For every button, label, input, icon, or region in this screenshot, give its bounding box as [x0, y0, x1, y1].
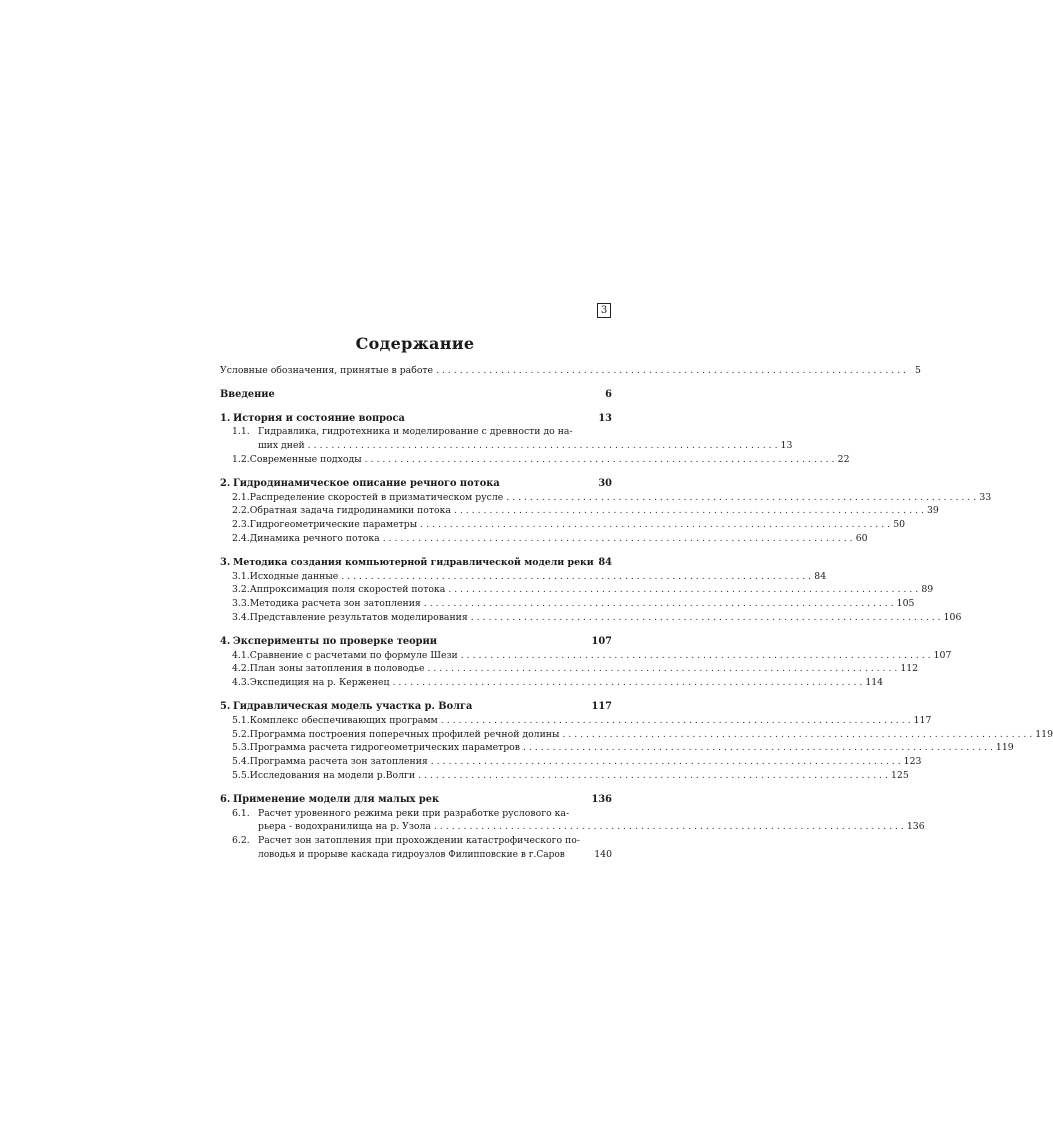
leader-dots: [365, 453, 835, 467]
leader-dots: [454, 504, 924, 518]
section-page: 89: [921, 584, 934, 596]
chapter-page: 117: [591, 700, 612, 712]
toc-entry-front[interactable]: [220, 364, 921, 378]
section-text-cont: ших дней: [258, 440, 305, 452]
section-page: 119: [1035, 728, 1053, 740]
section-number: 3.1.: [232, 570, 250, 582]
leader-dots: [431, 755, 901, 769]
section-text-cont: рьера - водохранилища на р. Узола: [258, 821, 431, 833]
leader-dots: [562, 728, 1032, 742]
section-page: 60: [855, 532, 868, 544]
toc-section-1-1[interactable]: [220, 425, 793, 453]
section-number: 6.2.: [232, 835, 250, 847]
section-text: Сравнение с расчетами по формуле Шези: [249, 649, 458, 661]
section-text-cont: ловодья и прорыве каскада гидроузлов Филипповские в г.Саров: [258, 849, 565, 860]
leader-dots: [441, 714, 911, 728]
section-page: 84: [814, 570, 827, 582]
section-text: Динамика речного потока: [249, 532, 380, 544]
section-number: 3.4.: [232, 611, 250, 623]
section-text: Гидрогеометрические параметры: [249, 519, 418, 531]
toc-chapter-2[interactable]: [220, 477, 612, 491]
section-page: 123: [903, 756, 922, 768]
chapter-number: 5.: [220, 700, 231, 712]
leader-dots: [461, 649, 931, 663]
chapter-number: 6.: [220, 793, 231, 805]
toc-entry-page: 6: [605, 388, 612, 400]
section-text: Обратная задача гидродинамики потока: [249, 505, 451, 517]
section-text: Исследования на модели р.Волги: [249, 769, 416, 781]
section-number: 5.5.: [232, 769, 250, 781]
section-text: Комплекс обеспечивающих программ: [249, 714, 438, 726]
section-page: 114: [865, 677, 884, 689]
section-number: 1.1.: [232, 426, 250, 438]
section-text: Методика расчета зон затопления: [249, 598, 421, 610]
section-number: 6.1.: [232, 807, 250, 819]
toc-section-4-3[interactable]: [220, 676, 884, 690]
chapter-page: 13: [598, 412, 612, 424]
section-number: 1.2.: [232, 453, 250, 465]
chapter-page: 107: [591, 635, 612, 647]
section-text: Программа расчета гидрогеометрических параметров: [249, 742, 521, 754]
section-text: Современные подходы: [249, 453, 362, 465]
section-page: 140: [594, 848, 612, 860]
section-number: 2.2.: [232, 505, 250, 517]
section-text: План зоны затопления в половодье: [249, 663, 425, 675]
section-page: 22: [837, 453, 850, 465]
section-text: Экспедиция на р. Керженец: [249, 677, 390, 689]
leader-dots: [427, 662, 897, 676]
section-number: 4.1.: [232, 649, 250, 661]
toc-title: Содержание: [355, 334, 475, 353]
leader-dots: [506, 491, 976, 505]
section-page: 117: [913, 714, 932, 726]
toc-section-5-1[interactable]: [220, 714, 932, 728]
section-number: 2.1.: [232, 491, 250, 503]
section-text: Исходные данные: [249, 570, 339, 582]
section-page: 106: [943, 611, 962, 623]
section-page: 105: [896, 598, 915, 610]
section-page: 33: [979, 491, 992, 503]
leader-dots: [434, 820, 904, 834]
toc-chapter-5[interactable]: [220, 700, 612, 714]
toc-section-3-1[interactable]: [220, 570, 827, 584]
section-text: Расчет уровенного режима реки при разработке руслового ка-: [258, 807, 570, 819]
chapter-title: Применение модели для малых рек: [233, 793, 440, 805]
leader-dots: [392, 676, 862, 690]
section-text: Расчет зон затопления при прохождении катастрофического по-: [258, 835, 580, 847]
toc-section-4-2[interactable]: [220, 662, 919, 676]
toc-chapter-6[interactable]: [220, 793, 612, 807]
toc-chapter-1[interactable]: [220, 412, 612, 426]
chapter-title: Гидравлическая модель участка р. Волга: [233, 700, 473, 712]
leader-dots: [383, 532, 853, 546]
chapter-number: 4.: [220, 635, 231, 647]
section-number: 4.2.: [232, 663, 250, 675]
section-number: 5.1.: [232, 714, 250, 726]
section-number: 2.3.: [232, 519, 250, 531]
toc-section-3-3[interactable]: [220, 597, 915, 611]
section-page: 136: [906, 821, 925, 833]
section-page: 112: [900, 663, 919, 675]
section-page: 13: [780, 440, 793, 452]
chapter-page: 84: [598, 556, 612, 568]
section-page: 39: [927, 505, 939, 517]
toc-entry-intro[interactable]: [220, 388, 612, 402]
section-page: 125: [891, 769, 909, 781]
toc-section-2-2[interactable]: [220, 504, 939, 518]
leader-dots: [448, 583, 918, 597]
section-number: 5.2.: [232, 728, 250, 740]
toc-section-5-3[interactable]: [220, 741, 1014, 755]
section-number: 5.4.: [232, 756, 250, 768]
section-number: 3.2.: [232, 584, 250, 596]
toc-section-3-4[interactable]: [220, 611, 962, 625]
toc-section-1-2[interactable]: [220, 453, 850, 467]
leader-dots: [424, 597, 894, 611]
chapter-page: 136: [591, 793, 612, 805]
section-text: Гидравлика, гидротехника и моделирование с древности до на-: [258, 426, 573, 438]
leader-dots: [341, 570, 811, 584]
leader-dots: [436, 364, 906, 378]
chapter-page: 30: [598, 477, 612, 489]
toc-entry-text: Условные обозначения, принятые в работе: [220, 365, 434, 376]
chapter-title: Эксперименты по проверке теории: [233, 635, 438, 647]
section-number: 2.4.: [232, 532, 250, 544]
section-text: Аппроксимация поля скоростей потока: [249, 584, 446, 596]
toc-section-5-2[interactable]: [220, 728, 1053, 742]
chapter-number: 3.: [220, 556, 231, 568]
section-page: 119: [995, 742, 1014, 754]
toc-section-5-5[interactable]: [220, 769, 909, 783]
chapter-title: История и состояние вопроса: [233, 412, 405, 424]
chapter-title: Гидродинамическое описание речного потока: [233, 477, 500, 489]
leader-dots: [523, 741, 993, 755]
toc-section-6-1[interactable]: [220, 807, 925, 835]
toc-entry-page: 5: [915, 365, 921, 376]
toc-section-3-2[interactable]: [220, 583, 934, 597]
section-number: 3.3.: [232, 598, 250, 610]
toc-section-5-4[interactable]: [220, 755, 922, 769]
toc-chapter-3[interactable]: [220, 556, 612, 570]
section-text: Представление результатов моделирования: [249, 611, 468, 623]
section-text: Программа построения поперечных профилей речной долины: [249, 728, 560, 740]
section-page: 50: [893, 519, 906, 531]
page-number: 3: [597, 303, 611, 318]
leader-dots: [420, 518, 890, 532]
table-of-contents: [220, 364, 1053, 863]
leader-dots: [471, 611, 941, 625]
toc-entry-text: Введение: [220, 388, 275, 400]
toc-chapter-4[interactable]: [220, 635, 612, 649]
toc-section-2-4[interactable]: [220, 532, 868, 546]
section-number: 5.3.: [232, 742, 250, 754]
toc-section-6-2[interactable]: [220, 834, 612, 863]
section-text: Распределение скоростей в призматическом русле: [249, 491, 504, 503]
chapter-title: Методика создания компьютерной гидравлической модели реки: [233, 556, 594, 568]
toc-section-2-1[interactable]: [220, 491, 992, 505]
toc-section-2-3[interactable]: [220, 518, 906, 532]
chapter-number: 2.: [220, 477, 231, 489]
section-page: 107: [933, 649, 952, 661]
section-text: Программа расчета зон затопления: [249, 756, 428, 768]
section-number: 4.3.: [232, 677, 250, 689]
leader-dots: [418, 769, 888, 783]
leader-dots: [308, 439, 778, 453]
toc-section-4-1[interactable]: [220, 649, 952, 663]
chapter-number: 1.: [220, 412, 231, 424]
